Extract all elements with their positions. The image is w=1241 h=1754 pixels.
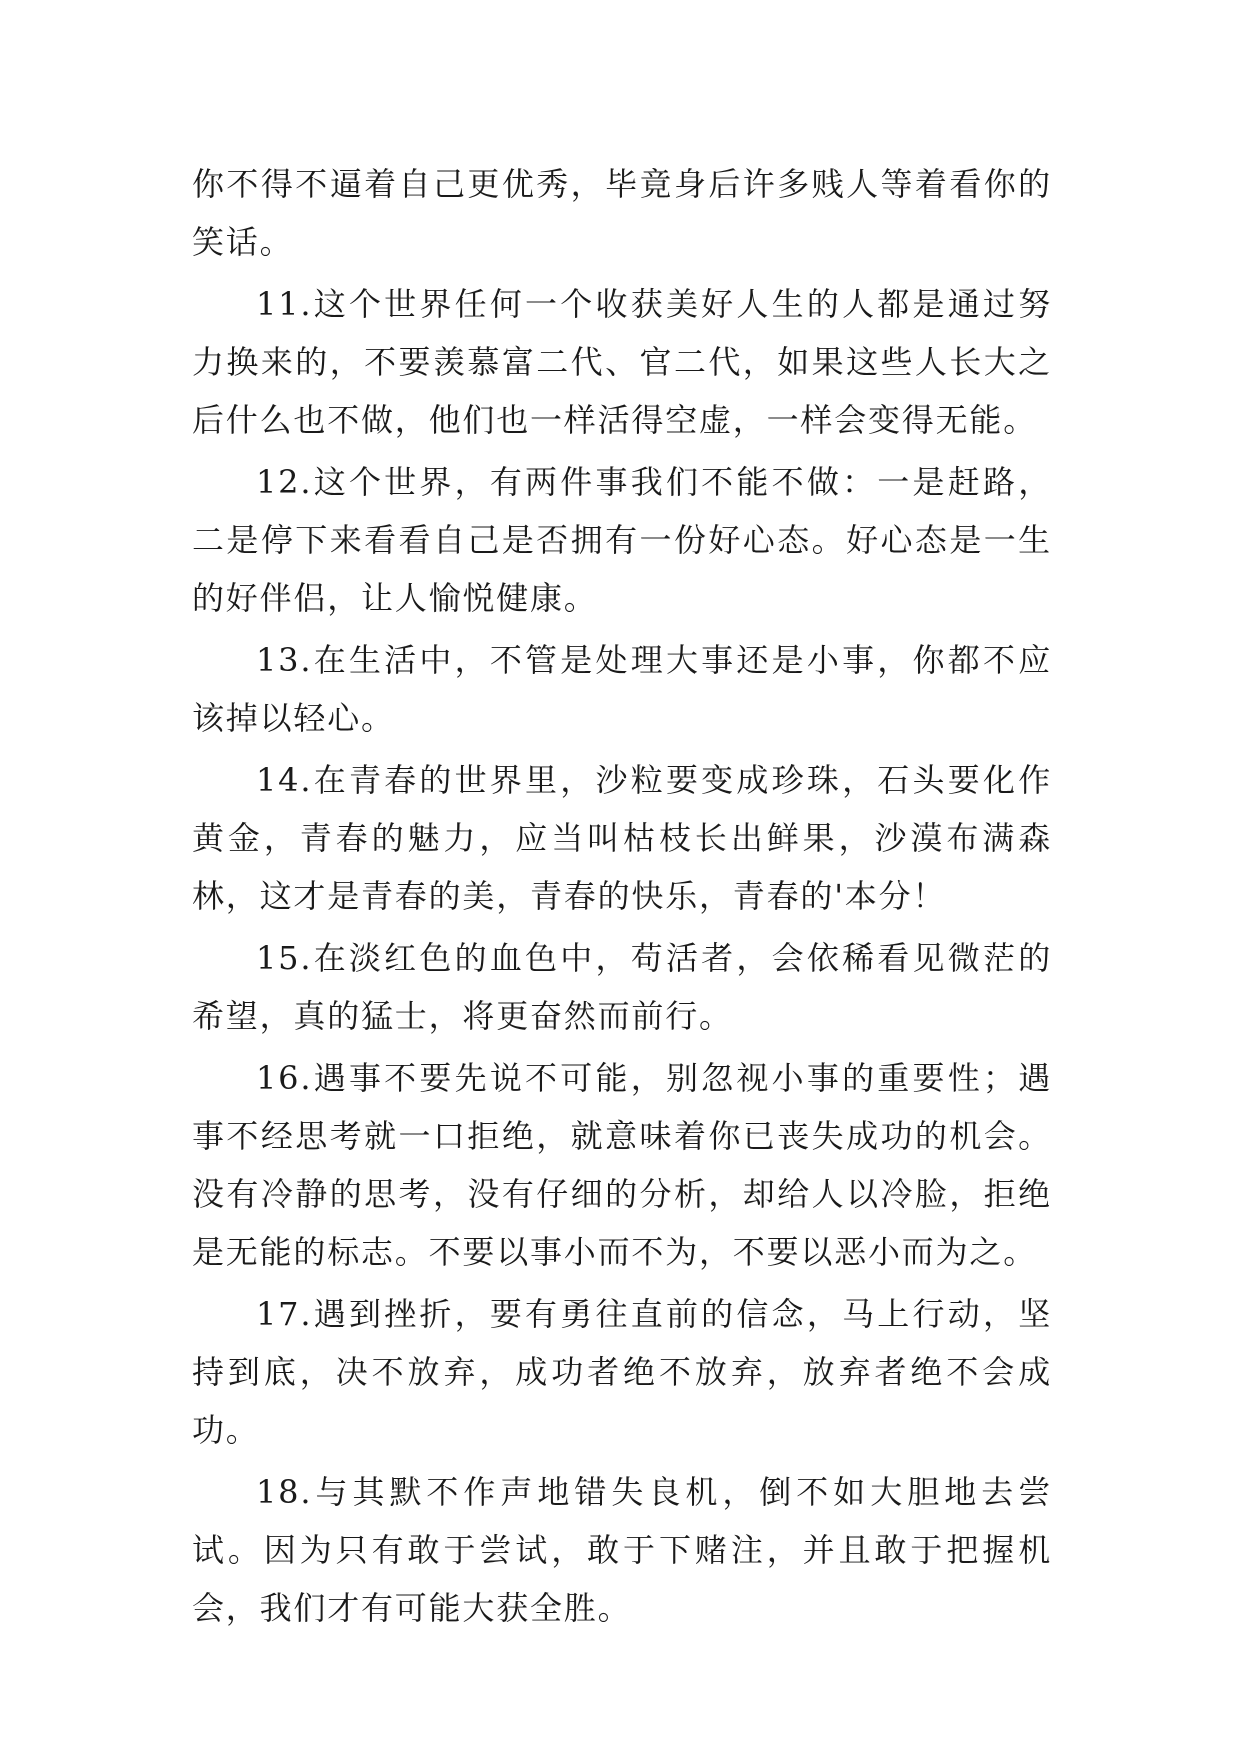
paragraph-15: 15.在淡红色的血色中，苟活者，会依稀看见微茫的希望，真的猛士，将更奋然而前行。 — [192, 939, 1052, 1035]
paragraph-18: 18.与其默不作声地错失良机，倒不如大胆地去尝试。因为只有敢于尝试，敢于下赌注，并且敢于把握机会，我们才有可能大获全胜。 — [192, 1473, 1052, 1627]
paragraph-12: 12.这个世界，有两件事我们不能不做：一是赶路，二是停下来看看自己是否拥有一份好心态。好心态是一生的好伴侣，让人愉悦健康。 — [192, 463, 1052, 617]
paragraph-13: 13.在生活中，不管是处理大事还是小事，你都不应该掉以轻心。 — [192, 641, 1052, 737]
paragraph-17: 17.遇到挫折，要有勇往直前的信念，马上行动，坚持到底，决不放弃，成功者绝不放弃，放弃者绝不会成功。 — [192, 1295, 1052, 1449]
document-page — [192, 155, 1052, 1641]
paragraph-continuation: 你不得不逼着自己更优秀，毕竟身后许多贱人等着看你的笑话。 — [192, 165, 1052, 261]
paragraph-11: 11.这个世界任何一个收获美好人生的人都是通过努力换来的，不要羡慕富二代、官二代，如果这些人长大之后什么也不做，他们也一样活得空虚，一样会变得无能。 — [192, 285, 1052, 439]
paragraph-14: 14.在青春的世界里，沙粒要变成珍珠，石头要化作黄金，青春的魅力，应当叫枯枝长出鲜果，沙漠布满森林，这才是青春的美，青春的快乐，青春的'本分！ — [192, 761, 1052, 915]
paragraph-16: 16.遇事不要先说不可能，别忽视小事的重要性；遇事不经思考就一口拒绝，就意味着你已丧失成功的机会。没有冷静的思考，没有仔细的分析，却给人以冷脸，拒绝是无能的标志。不要以事小而不为，不要以恶小而为之。 — [192, 1059, 1052, 1271]
